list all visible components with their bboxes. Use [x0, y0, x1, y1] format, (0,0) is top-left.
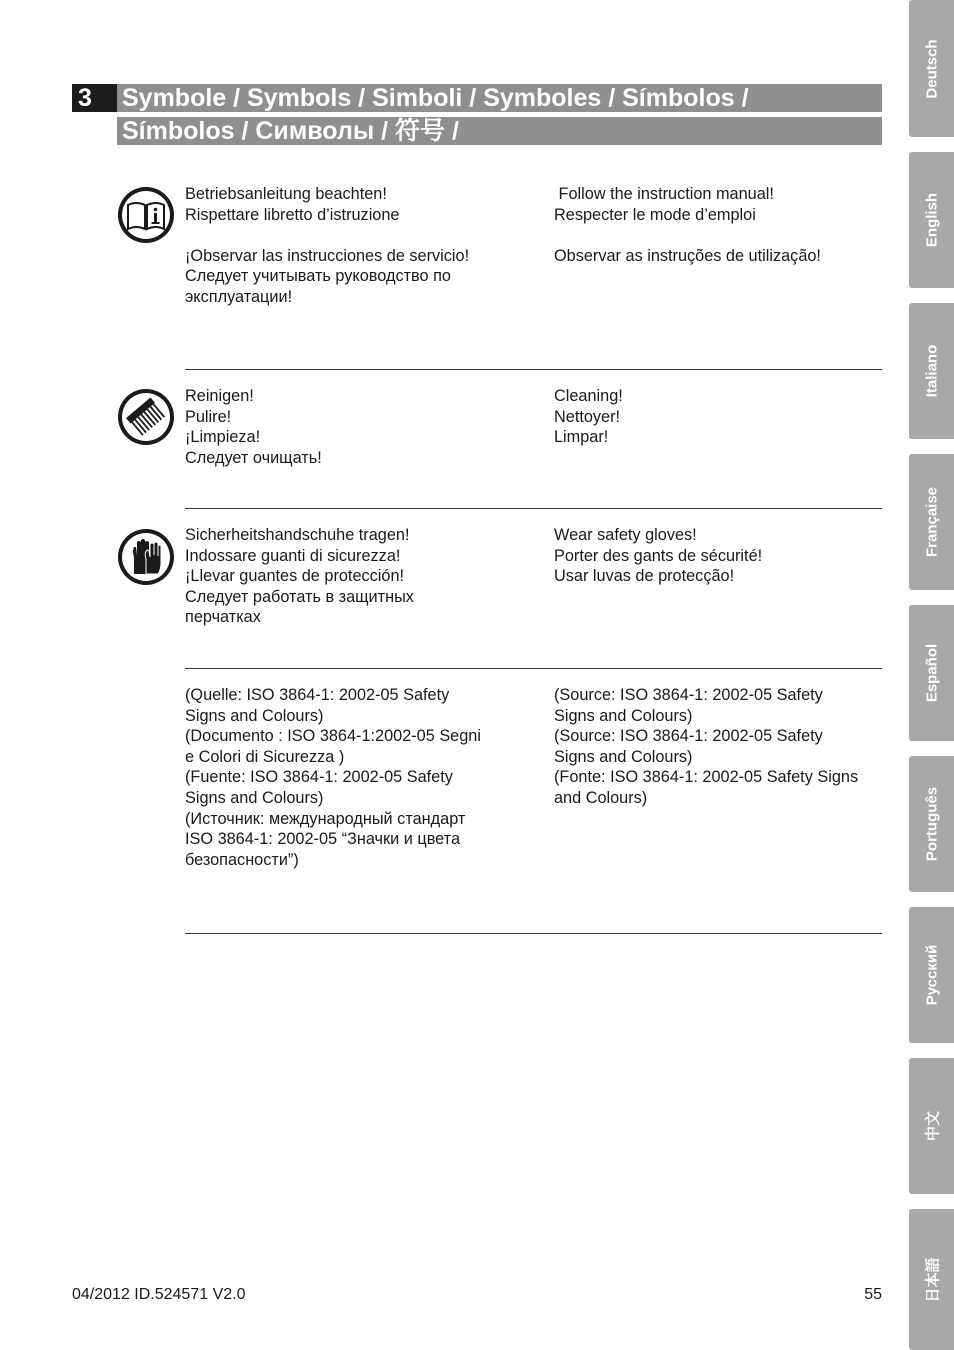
row1-left-text: Betriebsanleitung beachten! Rispettare libretto d’istruzione ¡Observar las instrucciones de servicio! Следует учитывать руководство по эксплуатации! [185, 185, 470, 306]
tab-espanol[interactable]: Español [909, 605, 954, 741]
row3-right-text: Wear safety gloves! Porter des gants de sécurité! Usar luvas de protecção! [554, 526, 763, 586]
divider [185, 369, 882, 370]
tab-english[interactable]: English [909, 152, 954, 288]
page-number: 55 [864, 1286, 882, 1303]
tab-italiano[interactable]: Italiano [909, 303, 954, 439]
safety-gloves-icon [116, 527, 176, 587]
section-number: 3 [72, 84, 117, 112]
divider [185, 933, 882, 934]
source-left-text: (Quelle: ISO 3864-1: 2002-05 Safety Signs and Colours) (Documento : ISO 3864-1:2002-05 Segni e Colori di Sicurezza ) (Fuente: ISO 3864-1: 2002-05 Safety Signs and Colours) (Источник: международный стандарт ISO 3864-1: 2002-05 “Значки и цвета безопасности”) [185, 686, 481, 869]
divider [185, 508, 882, 509]
cleaning-brush-icon [116, 387, 176, 447]
tab-chinese[interactable]: 中文 [909, 1058, 954, 1194]
row3-left-text: Sicherheitshandschuhe tragen! Indossare guanti di sicurezza! ¡Llevar guantes de protección! Следует работать в защитных перчатках [185, 526, 414, 627]
section-title-line1: Symbole / Symbols / Simboli / Symboles / Símbolos / [117, 84, 882, 112]
row2-right-text: Cleaning! Nettoyer! Limpar! [554, 387, 623, 447]
source-right-text: (Source: ISO 3864-1: 2002-05 Safety Signs and Colours) (Source: ISO 3864-1: 2002-05 Safety Signs and Colours) (Fonte: ISO 3864-1: 2002-05 Safety Signs and Colours) [554, 686, 859, 807]
divider [185, 668, 882, 669]
row2-left-text: Reinigen! Pulire! ¡Limpieza! Следует очищать! [185, 387, 322, 467]
instruction-manual-icon [116, 185, 176, 245]
document-id: 04/2012 ID.524571 V2.0 [72, 1286, 246, 1303]
tab-portugues[interactable]: Português [909, 756, 954, 892]
tab-japanese[interactable]: 日本語 [909, 1209, 954, 1350]
tab-russian[interactable]: Русский [909, 907, 954, 1043]
tab-deutsch[interactable]: Deutsch [909, 0, 954, 137]
tab-francaise[interactable]: Française [909, 454, 954, 590]
section-title-line2: Símbolos / Символы / 符号 / [117, 117, 882, 145]
row1-right-text: Follow the instruction manual! Respecter le mode d’emploi Observar as instruções de utilização! [554, 185, 821, 265]
